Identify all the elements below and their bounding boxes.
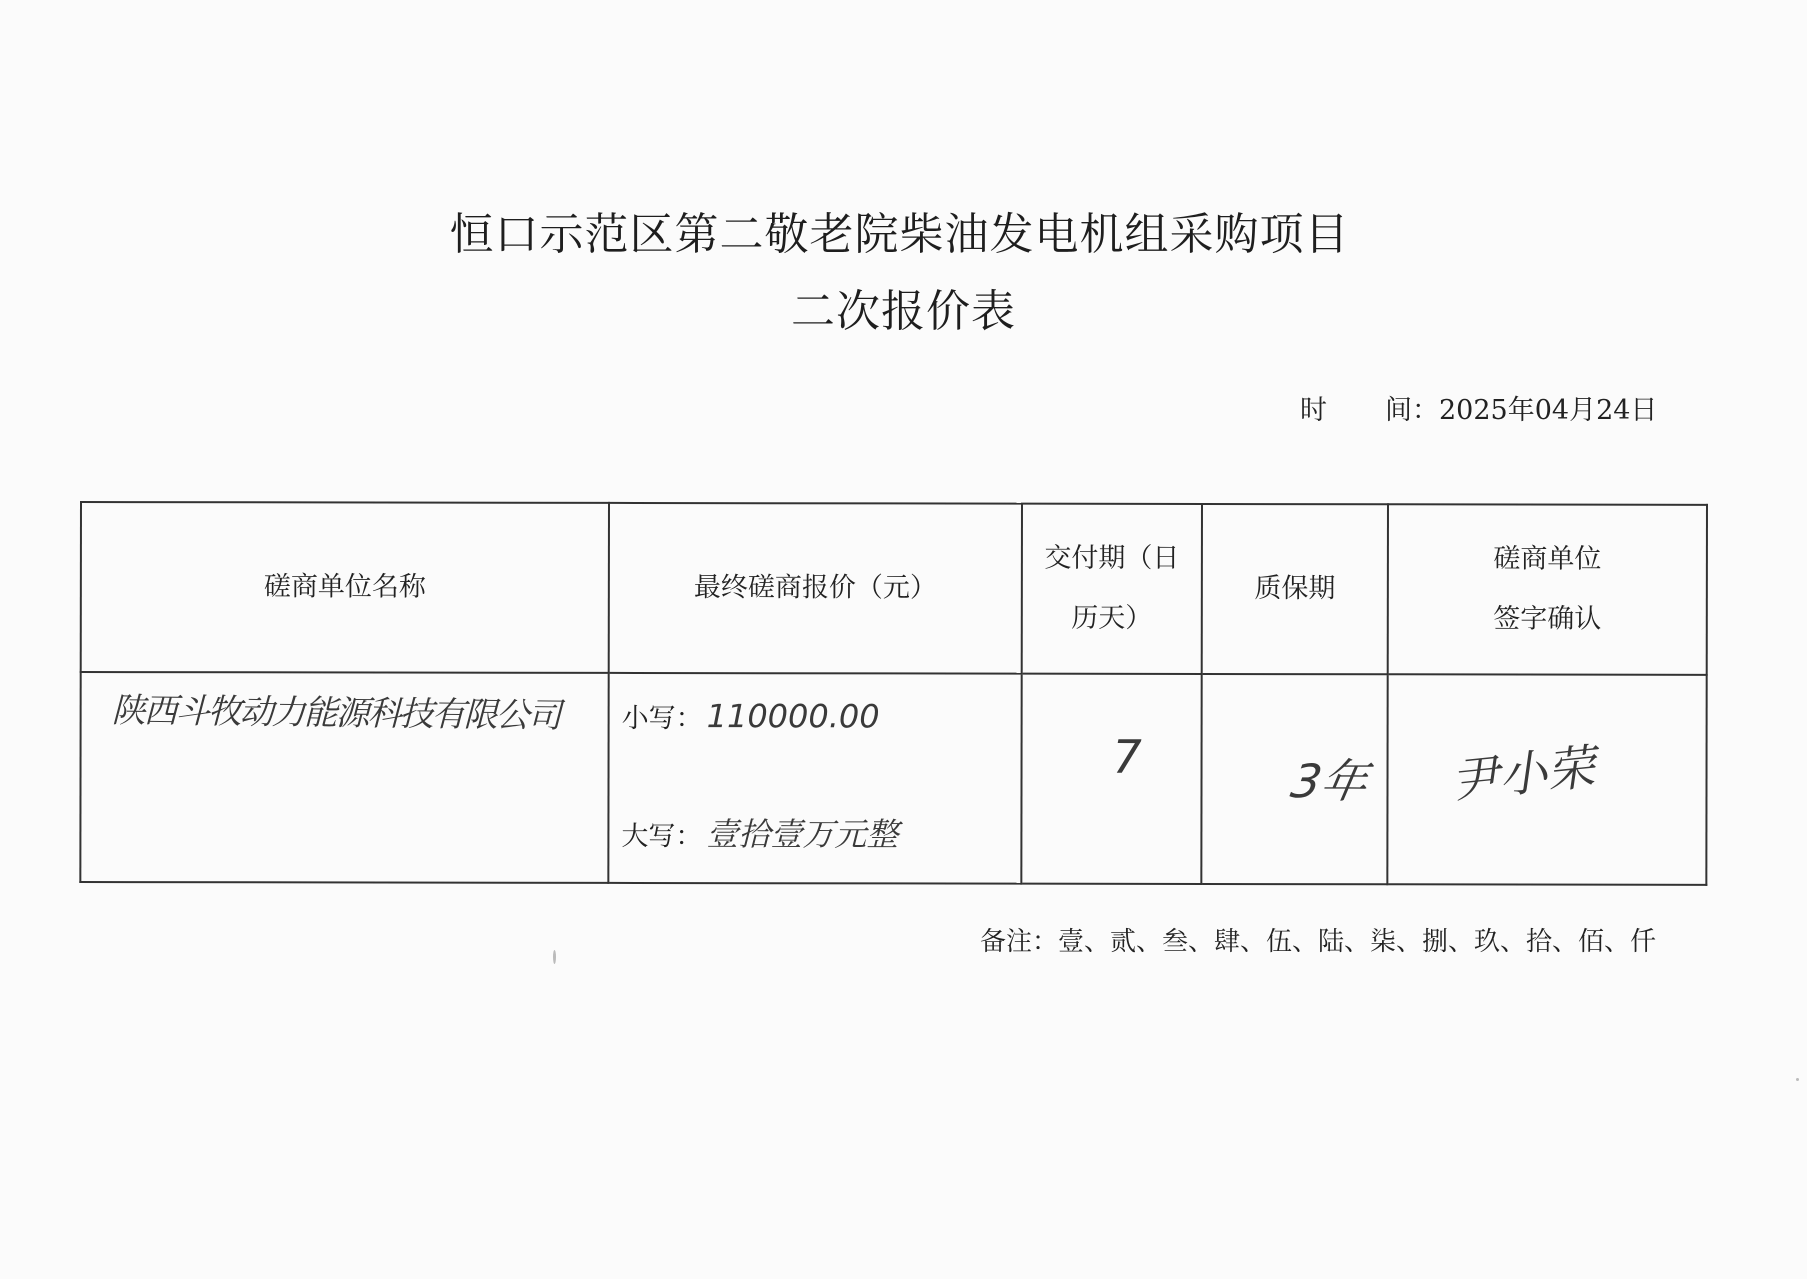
header-signature <box>1388 504 1707 675</box>
remark-note: 备注：壹、贰、叁、肆、伍、陆、柒、捌、玖、拾、佰、仟 <box>980 927 1657 957</box>
header-delivery <box>1022 504 1202 674</box>
table-row <box>80 672 1706 885</box>
handwritten-price-big: 壹拾壹万元整 <box>706 815 899 854</box>
date-label: 时 <box>1300 395 1327 426</box>
handwritten-vendor-name: 陕西斗牧动力能源科技有限公司 <box>111 690 560 737</box>
price-small-label: 小写： <box>621 702 703 735</box>
header-delivery-line2: 历天） <box>1071 602 1153 634</box>
price-big-label: 大写： <box>621 820 703 853</box>
scan-speck <box>553 950 556 964</box>
header-final-price: 最终磋商报价（元） <box>609 503 1022 674</box>
cell-delivery <box>1021 674 1201 884</box>
header-delivery-line1: 交付期（日 <box>1044 542 1180 574</box>
handwritten-warranty: 3年 <box>1287 754 1373 809</box>
price-small-row <box>622 696 880 735</box>
quote-table <box>79 501 1708 886</box>
price-big-row <box>621 809 898 855</box>
handwritten-signature: 尹小荣 <box>1448 739 1598 810</box>
handwritten-delivery-days: 7 <box>1112 729 1142 784</box>
handwritten-price-small: 110000.00 <box>706 697 880 736</box>
date-line <box>1300 388 1700 427</box>
table-header-row <box>81 502 1707 675</box>
cell-warranty <box>1201 674 1387 884</box>
header-signature-line2: 签字确认 <box>1493 603 1602 635</box>
header-vendor-name: 磋商单位名称 <box>81 502 609 673</box>
header-signature-line1: 磋商单位 <box>1493 543 1602 575</box>
date-label-suffix: 间： <box>1385 395 1439 426</box>
document-subtitle: 二次报价表 <box>791 286 1016 337</box>
document-title: 恒口示范区第二敬老院柴油发电机组采购项目 <box>449 209 1350 260</box>
cell-vendor-name <box>80 672 608 883</box>
header-warranty: 质保期 <box>1202 504 1388 674</box>
date-value: 2025年04月24日 <box>1439 395 1658 426</box>
cell-signature <box>1387 674 1706 885</box>
cell-final-price <box>608 673 1021 884</box>
scan-speck <box>1796 1078 1799 1081</box>
